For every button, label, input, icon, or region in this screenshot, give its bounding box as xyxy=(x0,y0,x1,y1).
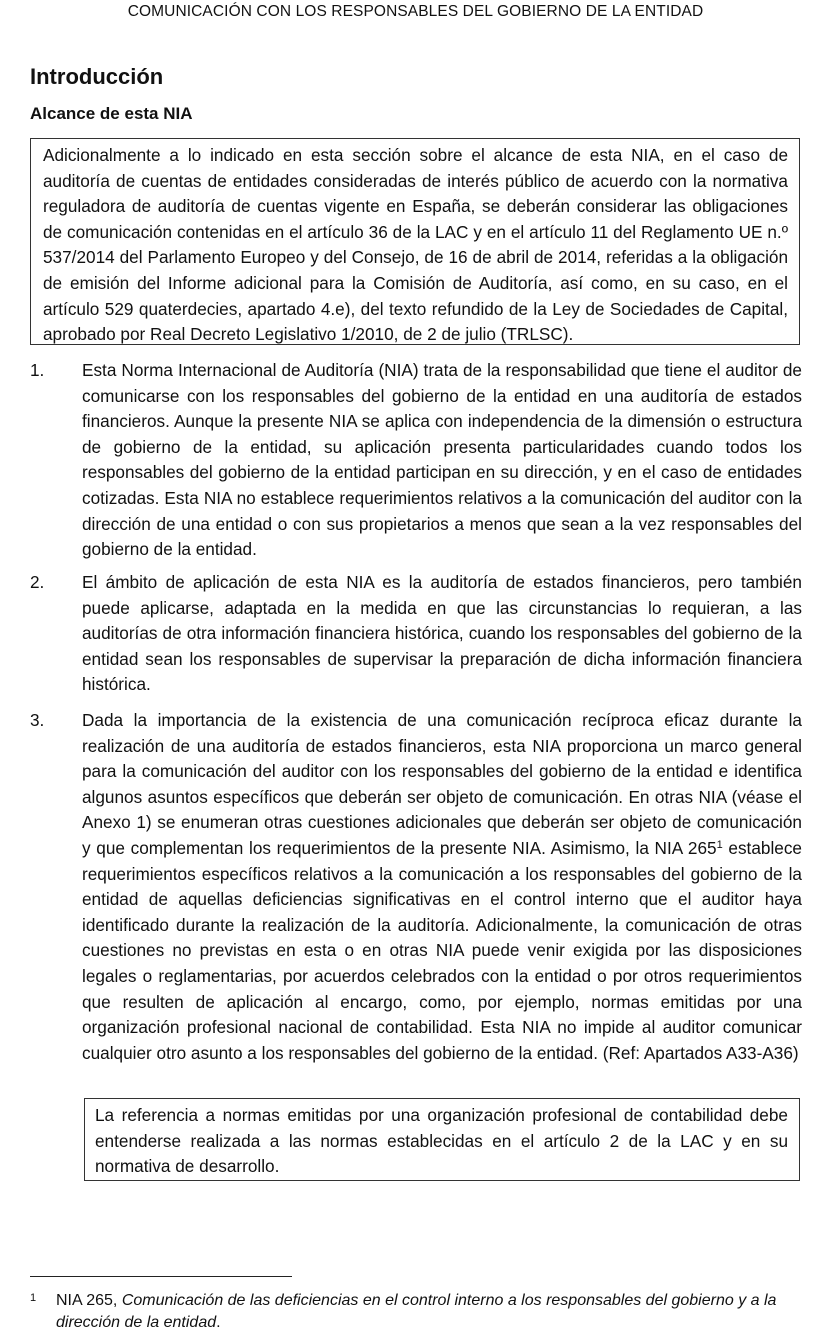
paragraph-text-part: Dada la importancia de la existencia de una comunicación recíproca eficaz durante la realización de una auditoría de estados financieros, esta NIA proporciona un marco general para la comunicación del auditor con los responsables del gobierno de la entidad e identifica algunos asuntos específicos que deberán ser objeto de comunicación. En otras NIA (véase el Anexo 1) se enumeran otras cuestiones adicionales que deberán ser objeto de comunicación y que complementan los requerimientos de la presente NIA. Asimismo, la NIA 265 xyxy=(82,710,802,858)
footnote-suffix: . xyxy=(216,1314,221,1331)
subsection-title: Alcance de esta NIA xyxy=(30,104,193,123)
paragraph-number: 3. xyxy=(30,710,45,730)
paragraph-number: 2. xyxy=(30,572,45,592)
paragraph-number: 1. xyxy=(30,360,45,380)
paragraph-3 xyxy=(30,708,802,1066)
boxed-note-scope: Adicionalmente a lo indicado en esta sección sobre el alcance de esta NIA, en el caso de auditoría de cuentas de entidades consideradas de interés público de acuerdo con la normativa reguladora de auditoría de cuentas vigente en España, se deberán considerar las obligaciones de comunicación contenidas en el artículo 36 de la LAC y en el artículo 11 del Reglamento UE n.º 537/2014 del Parlamento Europeo y del Consejo, de 16 de abril de 2014, referidas a la obligación de emisión del Informe adicional para la Comisión de Auditoría, así como, en su caso, en el artículo 529 quaterdecies, apartado 4.e), del texto refundido de la Ley de Sociedades de Capital, aprobado por Real Decreto Legislativo 1/2010, de 2 de julio (TRLSC). xyxy=(30,138,800,345)
footnote-separator xyxy=(30,1276,292,1277)
footnote-mark: 1 xyxy=(30,1292,37,1304)
boxed-note-reference: La referencia a normas emitidas por una organización profesional de contabilidad debe entenderse realizada a las normas establecidas en el artículo 2 de la LAC y en su normativa de desarrollo. xyxy=(84,1098,800,1181)
footnote-cited-title: Comunicación de las deficiencias en el control interno a los responsables del gobierno y a la dirección de la entidad xyxy=(56,1292,777,1331)
paragraph-text: El ámbito de aplicación de esta NIA es la auditoría de estados financieros, pero también puede aplicarse, adaptada en la medida en que las circunstancias lo requieran, a las auditorías de otra información financiera histórica, cuando los responsables del gobierno de la entidad sean los responsables de supervisar la preparación de dicha información financiera histórica. xyxy=(82,572,802,695)
paragraph-2 xyxy=(30,570,802,698)
section-title: Introducción xyxy=(30,64,164,89)
paragraph-text xyxy=(82,708,802,1066)
running-header: COMUNICACIÓN CON LOS RESPONSABLES DEL GOBIERNO DE LA ENTIDAD xyxy=(127,3,704,20)
paragraph-1 xyxy=(30,358,802,563)
paragraph-text: Esta Norma Internacional de Auditoría (NIA) trata de la responsabilidad que tiene el auditor de comunicarse con los responsables del gobierno de la entidad en una auditoría de estados financieros. Aunque la presente NIA se aplica con independencia de la dimensión o estructura de gobierno de la entidad, su aplicación presenta particularidades cuando todos los responsables del gobierno de la entidad participan en su dirección, y en el caso de entidades cotizadas. Esta NIA no establece requerimientos relativos a la comunicación del auditor con la dirección de una entidad o con sus propietarios a menos que sean a la vez responsables del gobierno de la entidad. xyxy=(82,360,802,560)
footnote xyxy=(30,1290,802,1334)
footnote-reference[interactable]: 1 xyxy=(716,838,723,851)
footnote-prefix: NIA 265, xyxy=(56,1292,122,1309)
footnote-text xyxy=(56,1290,802,1334)
paragraph-text-part: establece requerimientos específicos relativos a la comunicación a los responsables del gobierno de la entidad de aquellas deficiencias significativas en el control interno que el auditor haya identificado durante la realización de la auditoría. Adicionalmente, la comunicación de otras cuestiones no previstas en esta o en otras NIA puede venir exigida por las disposiciones legales o reglamentarias, por acuerdos celebrados con la entidad o por otros requerimientos que resulten de aplicación al encargo, como, por ejemplo, normas emitidas por una organización profesional nacional de contabilidad. Esta NIA no impide al auditor comunicar cualquier otro asunto a los responsables del gobierno de la entidad. (Ref: Apartados A33-A36) xyxy=(82,837,802,1063)
